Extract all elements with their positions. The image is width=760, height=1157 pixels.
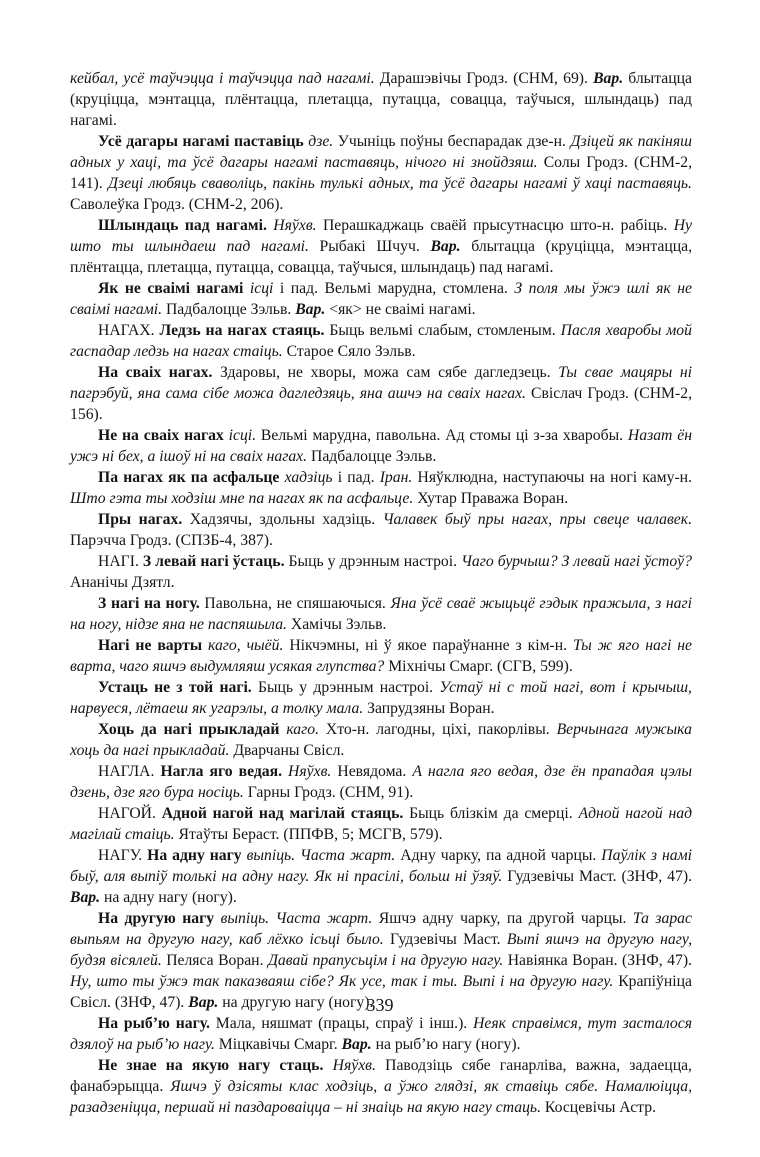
definition-text: Старое Сяло Зэльв. [286,343,416,360]
example-italic: Ты свае мацяры ні пагрэбуй, яна сама сібе можа дагледзяць, яна ашчэ на сваіх нагах. [70,364,692,402]
example-italic: Пасля хваробы мой гаспадар ледзь на нагах стаіць. [70,322,692,360]
paragraph [70,593,692,635]
definition-text: на другую нагу (ногу). [222,994,374,1011]
definition-text: Парэчча Гродз. (СПЗБ-4, 387). [70,532,273,549]
example-italic: Дзіцей як пакіняш адных у хаці, та ўсё дагары нагамі паставяць, нічого ні знойдзяш. [70,133,692,171]
paragraph [70,635,692,677]
example-italic: Ты ж яго нагі не варта, чаго яшчэ выдумляяш усякая глупства? [70,637,692,675]
definition-text: НАГОЙ. [98,805,162,822]
paragraph [70,803,692,845]
paragraph [70,551,692,593]
example-italic: Верчынага мужыка хоць да нагі прыкладай. [70,721,692,759]
example-italic: Няўхв. [332,1057,386,1074]
example-italic: хадзіць [284,469,338,486]
definition-text: Свіслач Гродз. (СНМ-2, 156). [70,385,692,423]
paragraph [70,1055,692,1118]
definition-text: Дварчаны Свісл. [233,742,345,759]
paragraph [70,1013,692,1055]
example-italic: Чаго бурчыш? З левай нагі ўстоў? [461,553,692,570]
definition-text: Здаровы, не хворы, можа сам сябе дагледзець. [220,364,559,381]
definition-text: Ананічы Дзятл. [70,574,175,591]
example-italic: Ну што ты шлындаеш пад нагамі. [70,217,692,255]
definition-text: Быць у дрэнным настроі. [288,553,462,570]
definition-text: Саволеўка Гродз. (СНМ-2, 206). [70,196,284,213]
definition-text: Запрудзяны Воран. [367,700,495,717]
definition-text: Дарашэвічы Гродз. (СНМ, 69). [379,70,594,87]
definition-text: Рыбакі Шчуч. [319,238,431,255]
paragraph [70,131,692,215]
example-italic: ісці [249,280,280,297]
definition-text: Падбалоцце Зэльв. [310,448,437,465]
definition-text: Хамічы Зэльв. [290,616,387,633]
definition-text: Косцевічы Астр. [544,1099,656,1116]
example-italic: З поля мы ўжэ шлі як не сваімі нагамі. [70,280,692,318]
headword-bold: Хоць да нагі прыкладай [98,721,287,738]
definition-text: Перашкаджаць сваёй прысутнасцю што-н. рабіць. [322,217,674,234]
definition-text: Солы Гродз. (СНМ-2, 141). [70,154,692,192]
example-italic: Няўхв. [288,763,338,780]
definition-text: НАГАХ. [98,322,160,339]
example-italic: выпіць. Часта жарт. [220,910,379,927]
example-italic: Устаў ні с той нагі, вот і крычыш, нарвуеся, лётаеш як угарэлы, а толку мала. [70,679,692,717]
definition-text: Няўклюдна, наступаючы на ногі каму-н. [417,469,692,486]
headword-bold: Пры нагах. [98,511,190,528]
definition-text: і пад. Вельмі марудна, стомлена. [279,280,515,297]
definition-text: Учыніць поўны беспарадак дзе-н. [337,133,571,150]
definition-text: Міцкавічы Смарг. [218,1036,342,1053]
headword-bold: Шлындаць пад нагамі. [98,217,274,234]
headword-bold: Не знае на якую нагу стаць. [98,1057,333,1074]
paragraph [70,845,692,908]
definition-text: Хадзячы, здольны хадзіць. [189,511,383,528]
example-italic: Адной нагой над магілай стаіць. [70,805,693,843]
example-italic: Паўлік з намі быў, аля выпіў толькі на адну нагу. Як ні прасілі, больш ні ўзяў. [70,847,692,885]
example-italic: Што гэта ты ходзіш мне па нагах як па асфальце. [70,490,418,507]
example-italic: Яна ўсё сваё жыцьцё гэдык пражыла, з нагі на ногу, нідзе яна не паспяшыла. [70,595,692,633]
paragraph [70,215,692,278]
example-italic: выпіць. Часта жарт. [246,847,401,864]
paragraph [70,761,692,803]
text-block [70,68,692,1118]
paragraph [70,320,692,362]
variant-label: Вар. [341,1036,376,1053]
variant-label: Вар. [295,301,330,318]
example-italic: Давай прапусьцім і на другую нагу. [267,952,508,969]
definition-text: Хутар Праважа Воран. [417,490,569,507]
definition-text: Гудзевічы Маст. [389,931,507,948]
definition-text: Хто-н. лагодны, ціхі, пакорлівы. [325,721,557,738]
headword-bold: Не на сваіх нагах [98,427,229,444]
definition-text: Паводзіць сябе ганарліва, важна, задаецца, фанабэрыцца. [70,1057,692,1095]
definition-text: на рыб’ю нагу (ногу). [375,1036,521,1053]
headword-bold: З левай нагі ўстаць. [142,553,289,570]
example-italic: Неяк справімся, тут засталося дзялоў на рыб’ю нагу. [70,1015,692,1053]
definition-text: <як> не сваімі нагамі. [329,301,476,318]
variant-label: Вар. [593,70,629,87]
headword-bold: Нагла яго ведая. [160,763,289,780]
definition-text: і пад. [337,469,380,486]
paragraph [70,278,692,320]
headword-bold: Як не сваімі нагамі [98,280,250,297]
headword-bold: Усё дагары нагамі паставіць [98,133,309,150]
example-italic: кейбал, усё таўчэцца і таўчэцца пад нагамі. [70,70,380,87]
headword-bold: На другую нагу [98,910,221,927]
definition-text: блытацца (круціцца, мэнтацца, плёнтацца, плетацца, путацца, совацца, таўчыся, шлындаць) пад нагамі. [70,238,693,276]
definition-text: Мала, няшмат (працы, спраў і інш.). [215,1015,474,1032]
headword-bold: На адну нагу [147,847,247,864]
definition-text: Гарны Гродз. (СНМ, 91). [247,784,414,801]
definition-text: Пеляса Воран. [166,952,268,969]
headword-bold: Па нагах як па асфальце [98,469,285,486]
definition-text: Гудзевічы Маст. (ЗНФ, 47). [507,868,693,885]
definition-text: Міхнічы Смарг. (СГВ, 599). [388,658,573,675]
definition-text: Невядома. [337,763,413,780]
headword-bold: На рыб’ю нагу. [98,1015,216,1032]
paragraph [70,425,692,467]
paragraph [70,719,692,761]
definition-text: на адну нагу (ногу). [104,889,237,906]
example-italic: Ну, што ты ўжэ так паказваяш сібе? Як усе, так і ты. Выпі і на другую нагу. [70,973,619,990]
example-italic: каго, чыёй. [208,637,290,654]
example-italic: Чалавек быў пры нагах, пры свеце чалавек. [382,511,692,528]
variant-label: Вар. [70,889,104,906]
headword-bold: На сваіх нагах. [98,364,221,381]
example-italic: ісці. [228,427,261,444]
definition-text: НАГУ. [98,847,148,864]
variant-label: Вар. [188,994,223,1011]
example-italic: Яшчэ ў дзісяты клас ходзіць, а ўжо глядзі, як ставіць сябе. Намалюіцца, разадзеніцца, першай ні паздароваіцца – ні знаіць на якую нагу стаць. [70,1078,692,1116]
headword-bold: Нагі не варты [98,637,208,654]
paragraph [70,677,692,719]
variant-label: Вар. [430,238,472,255]
definition-text: Ятаўты Бераст. (ППФВ, 5; МСГВ, 579). [178,826,443,843]
headword-bold: Ледзь на нагах стаяць. [159,322,330,339]
example-italic: Іран. [379,469,418,486]
headword-bold: Устаць не з той нагі. [98,679,258,696]
definition-text: Нікчэмны, ні ў якое параўнанне з кім-н. [289,637,573,654]
example-italic: Та зарас выпьям на другую нагу, каб лёхко ісьці было. [70,910,692,948]
example-italic: Выпі яшчэ на другую нагу, будзя вісялей. [70,931,692,969]
page-number: 339 [366,995,394,1015]
example-italic: Назат ён ужэ ні бех, а ішоў ні на сваіх нагах. [70,427,692,465]
headword-bold: З нагі на ногу. [98,595,205,612]
definition-text: НАГІ. [98,553,143,570]
paragraph [70,68,692,131]
definition-text: Навіянка Воран. (ЗНФ, 47). [507,952,692,969]
example-italic: Дзеці любяць сваволіць, пакінь тулькі адных, та ўсё дагары нагамі ў хаці паставяць. [108,175,692,192]
definition-text: Павольна, не спяшаючыся. [204,595,391,612]
definition-text: Крапіўніца Свісл. (ЗНФ, 47). [70,973,692,1011]
definition-text: Адну чарку, па адной чарцы. [400,847,602,864]
headword-bold: Адной нагой над магілай стаяць. [161,805,410,822]
example-italic: каго. [286,721,326,738]
definition-text: блытацца (круціцца, мэнтацца, плёнтацца, плетацца, путацца, совацца, таўчыся, шлындаць) пад нагамі. [70,70,692,129]
definition-text: Вельмі марудна, павольна. Ад стомы ці з-за хваробы. [260,427,628,444]
definition-text: Падбалоцце Зэльв. [165,301,296,318]
example-italic: дзе. [308,133,338,150]
paragraph [70,467,692,509]
definition-text: Быць вельмі слабым, стомленым. [329,322,561,339]
paragraph [70,362,692,425]
definition-text: Быць блізкім да смерці. [409,805,579,822]
example-italic: А нагла яго ведая, дзе ён прападая цэлы дзень, дзе яго бура носіць. [70,763,693,801]
definition-text: НАГЛА. [98,763,161,780]
paragraph [70,509,692,551]
example-italic: Няўхв. [273,217,323,234]
definition-text: Яшчэ адну чарку, па другой чарцы. [378,910,633,927]
definition-text: Быць у дрэнным настроі. [257,679,440,696]
